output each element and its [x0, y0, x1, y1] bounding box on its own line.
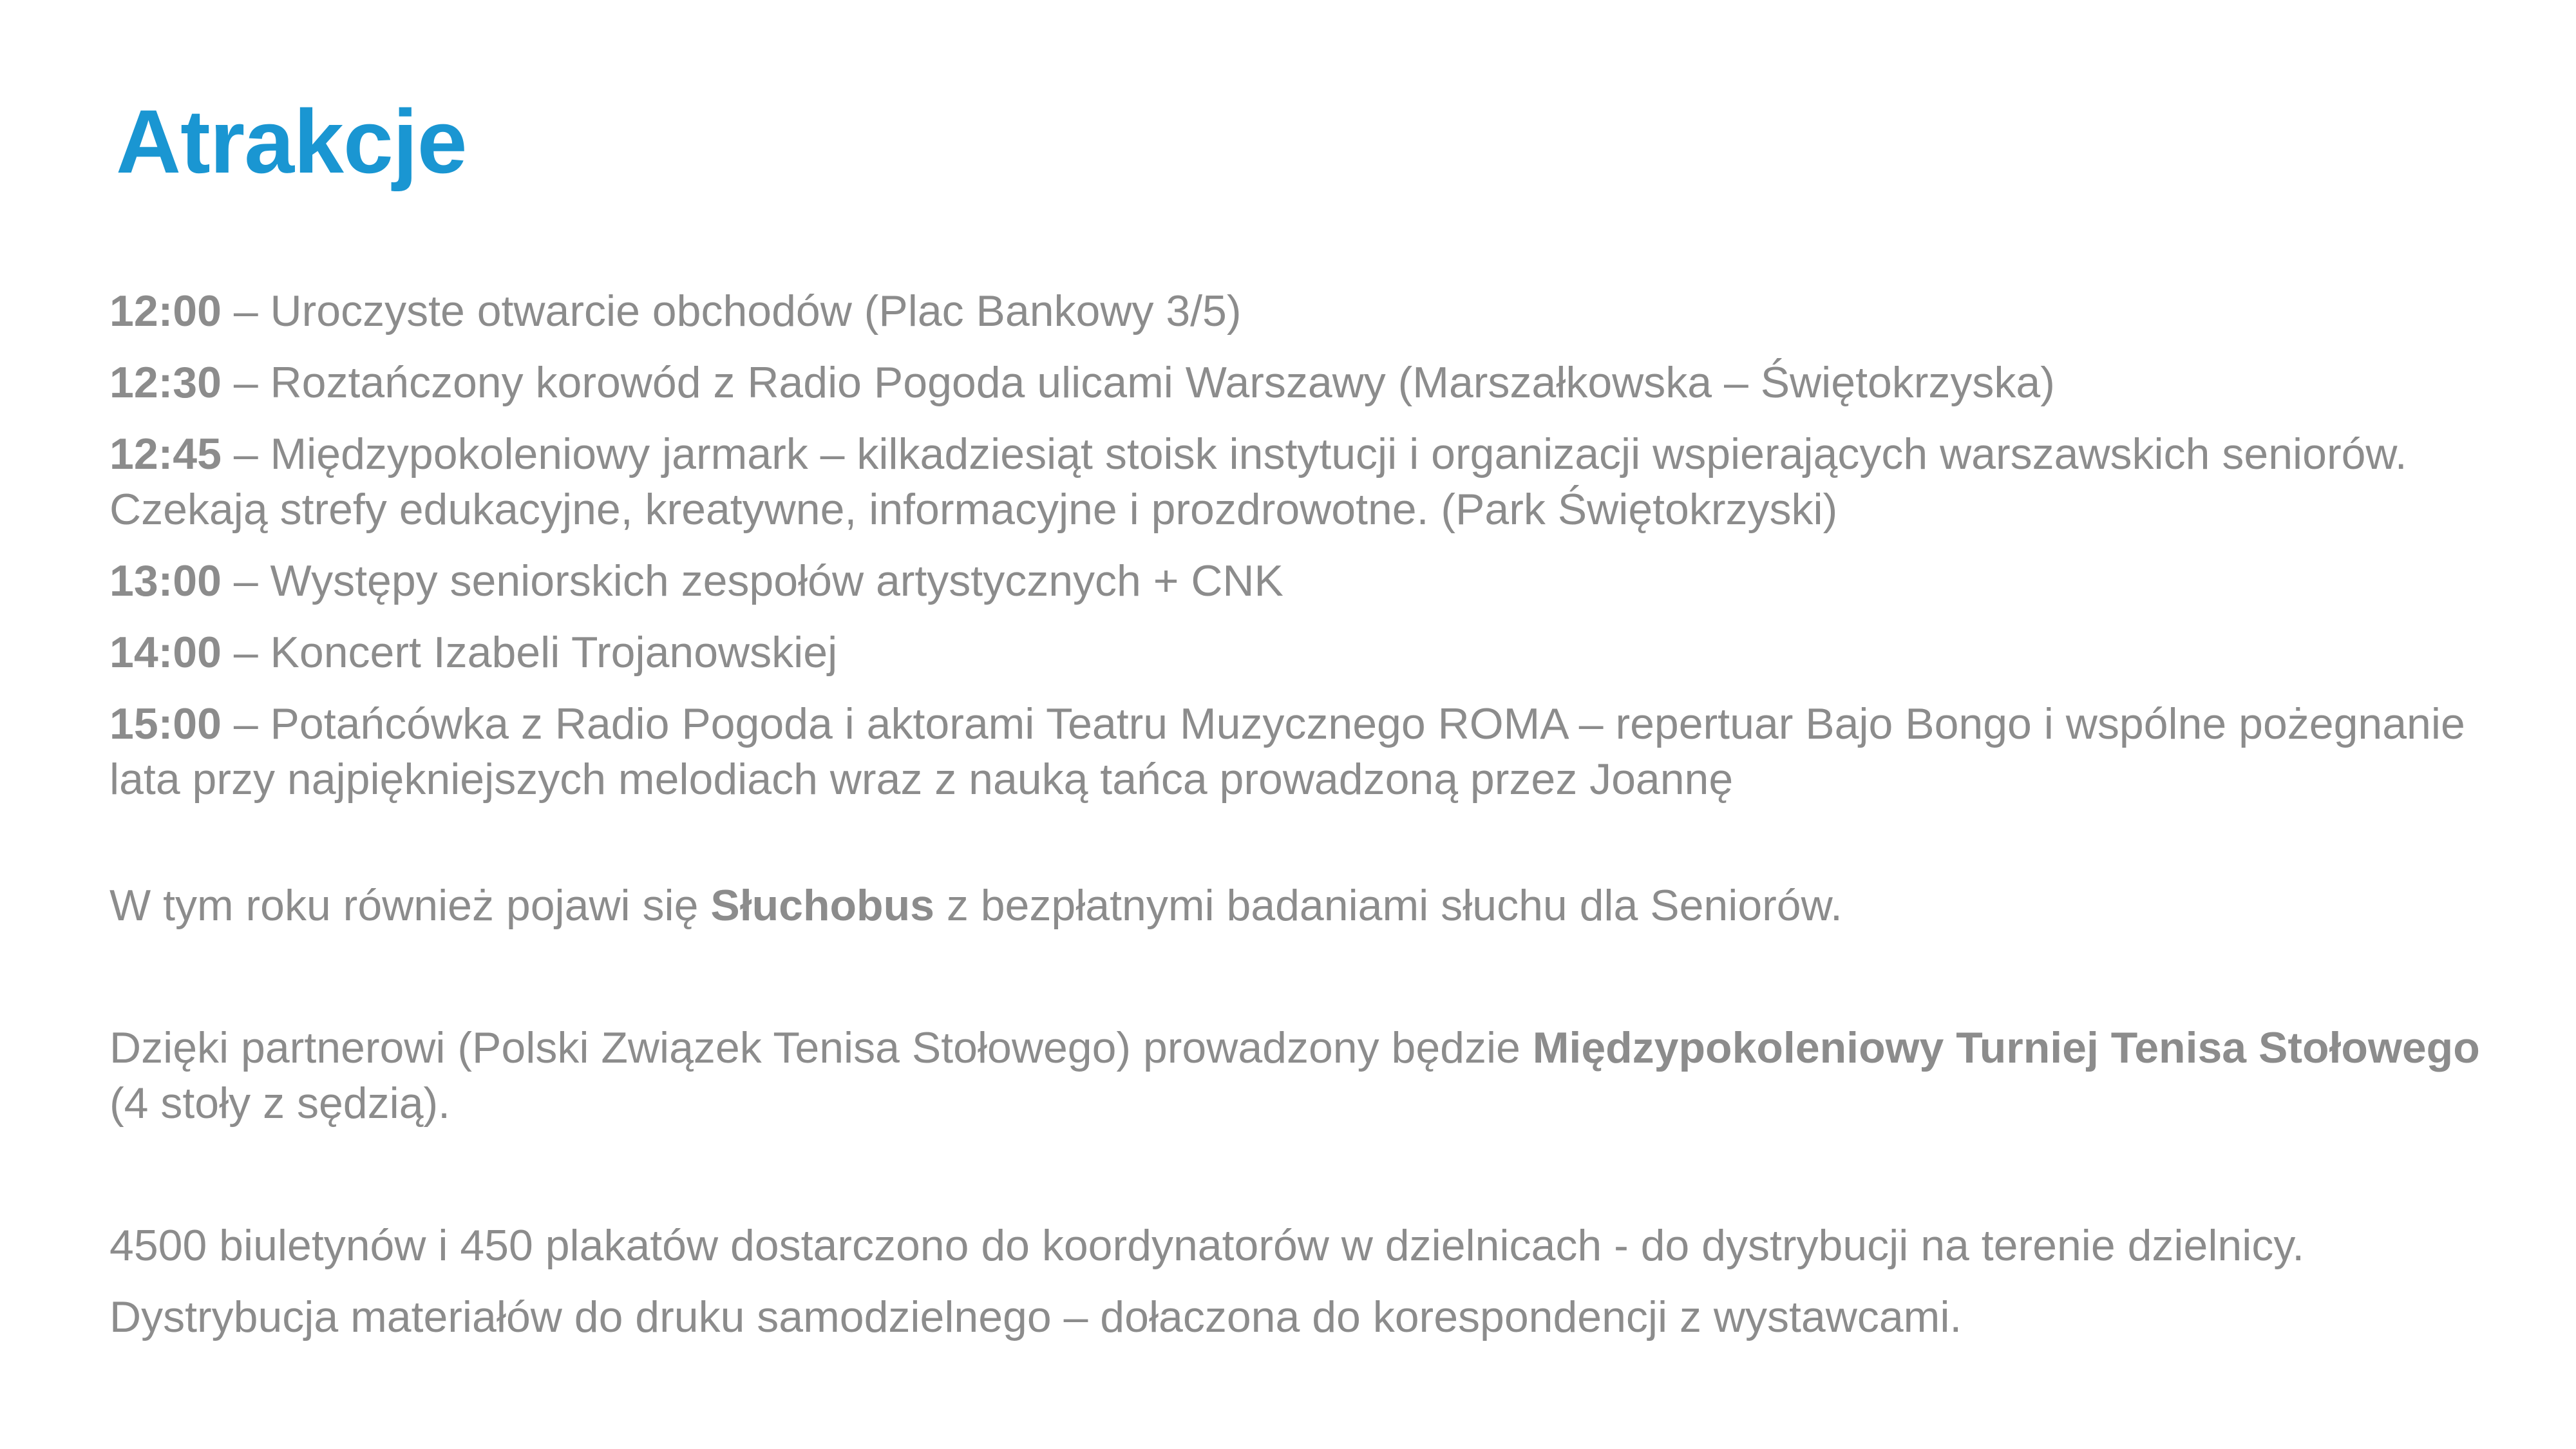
schedule-item — [109, 553, 2505, 609]
schedule-text: Koncert Izabeli Trojanowskiej — [270, 628, 838, 677]
schedule-separator: – — [221, 628, 270, 677]
schedule-item — [109, 355, 2505, 410]
schedule-text: Roztańczony korowód z Radio Pogoda ulicami Warszawy (Marszałkowska – Świętokrzyska) — [270, 358, 2055, 407]
tournament-text-before: Dzięki partnerowi (Polski Związek Tenisa Stołowego) prowadzony będzie — [109, 1023, 1533, 1072]
schedule-time: 12:45 — [109, 430, 222, 478]
schedule-time: 12:00 — [109, 287, 222, 336]
bulletins-paragraph: 4500 biuletynów i 450 plakatów dostarczono do koordynatorów w dzielnicach - do dystrybucji na terenie dzielnicy. — [109, 1221, 2305, 1270]
tournament-paragraph — [109, 1020, 2505, 1131]
schedule-separator: – — [221, 358, 270, 407]
schedule-time: 14:00 — [109, 628, 222, 677]
schedule-item — [109, 426, 2505, 537]
schedule-time: 13:00 — [109, 556, 222, 605]
tournament-highlight: Międzypokoleniowy Turniej Tenisa Stołowego — [1532, 1023, 2480, 1072]
sluchobus-paragraph — [109, 878, 2505, 933]
schedule-separator: – — [221, 430, 270, 478]
schedule-item — [109, 625, 2505, 680]
schedule-list — [109, 283, 2505, 807]
schedule-separator: – — [221, 287, 270, 336]
schedule-separator: – — [221, 556, 270, 605]
schedule-text: Międzypokoleniowy jarmark – kilkadziesiąt stoisk instytucji i organizacji wspierających warszawskich seniorów. Czekają strefy edukacyjne, kreatywne, informacyjne i prozdrowotne. (Park Świętokrzyski) — [109, 430, 2407, 534]
schedule-text: Uroczyste otwarcie obchodów (Plac Bankowy 3/5) — [270, 287, 1242, 336]
slide-content — [109, 283, 2505, 1345]
schedule-text: Występy seniorskich zespołów artystycznych + CNK — [270, 556, 1283, 605]
sluchobus-text-after: z bezpłatnymi badaniami słuchu dla Seniorów. — [934, 881, 1842, 930]
schedule-separator: – — [221, 699, 270, 748]
schedule-text: Potańcówka z Radio Pogoda i aktorami Teatru Muzycznego ROMA – repertuar Bajo Bongo i wspólne pożegnanie lata przy najpiękniejszych melodiach wraz z nauką tańca prowadzoną przez Joannę — [109, 699, 2465, 804]
sluchobus-highlight: Słuchobus — [710, 881, 934, 930]
schedule-item — [109, 283, 2505, 339]
schedule-time: 12:30 — [109, 358, 222, 407]
schedule-time: 15:00 — [109, 699, 222, 748]
sluchobus-text-before: W tym roku również pojawi się — [109, 881, 711, 930]
distribution-paragraph: Dystrybucja materiałów do druku samodzielnego – dołaczona do korespondencji z wystawcami. — [109, 1293, 1962, 1341]
slide-title: Atrakcje — [116, 91, 467, 192]
schedule-item — [109, 696, 2505, 807]
tournament-text-after: (4 stoły z sędzią). — [109, 1079, 451, 1128]
